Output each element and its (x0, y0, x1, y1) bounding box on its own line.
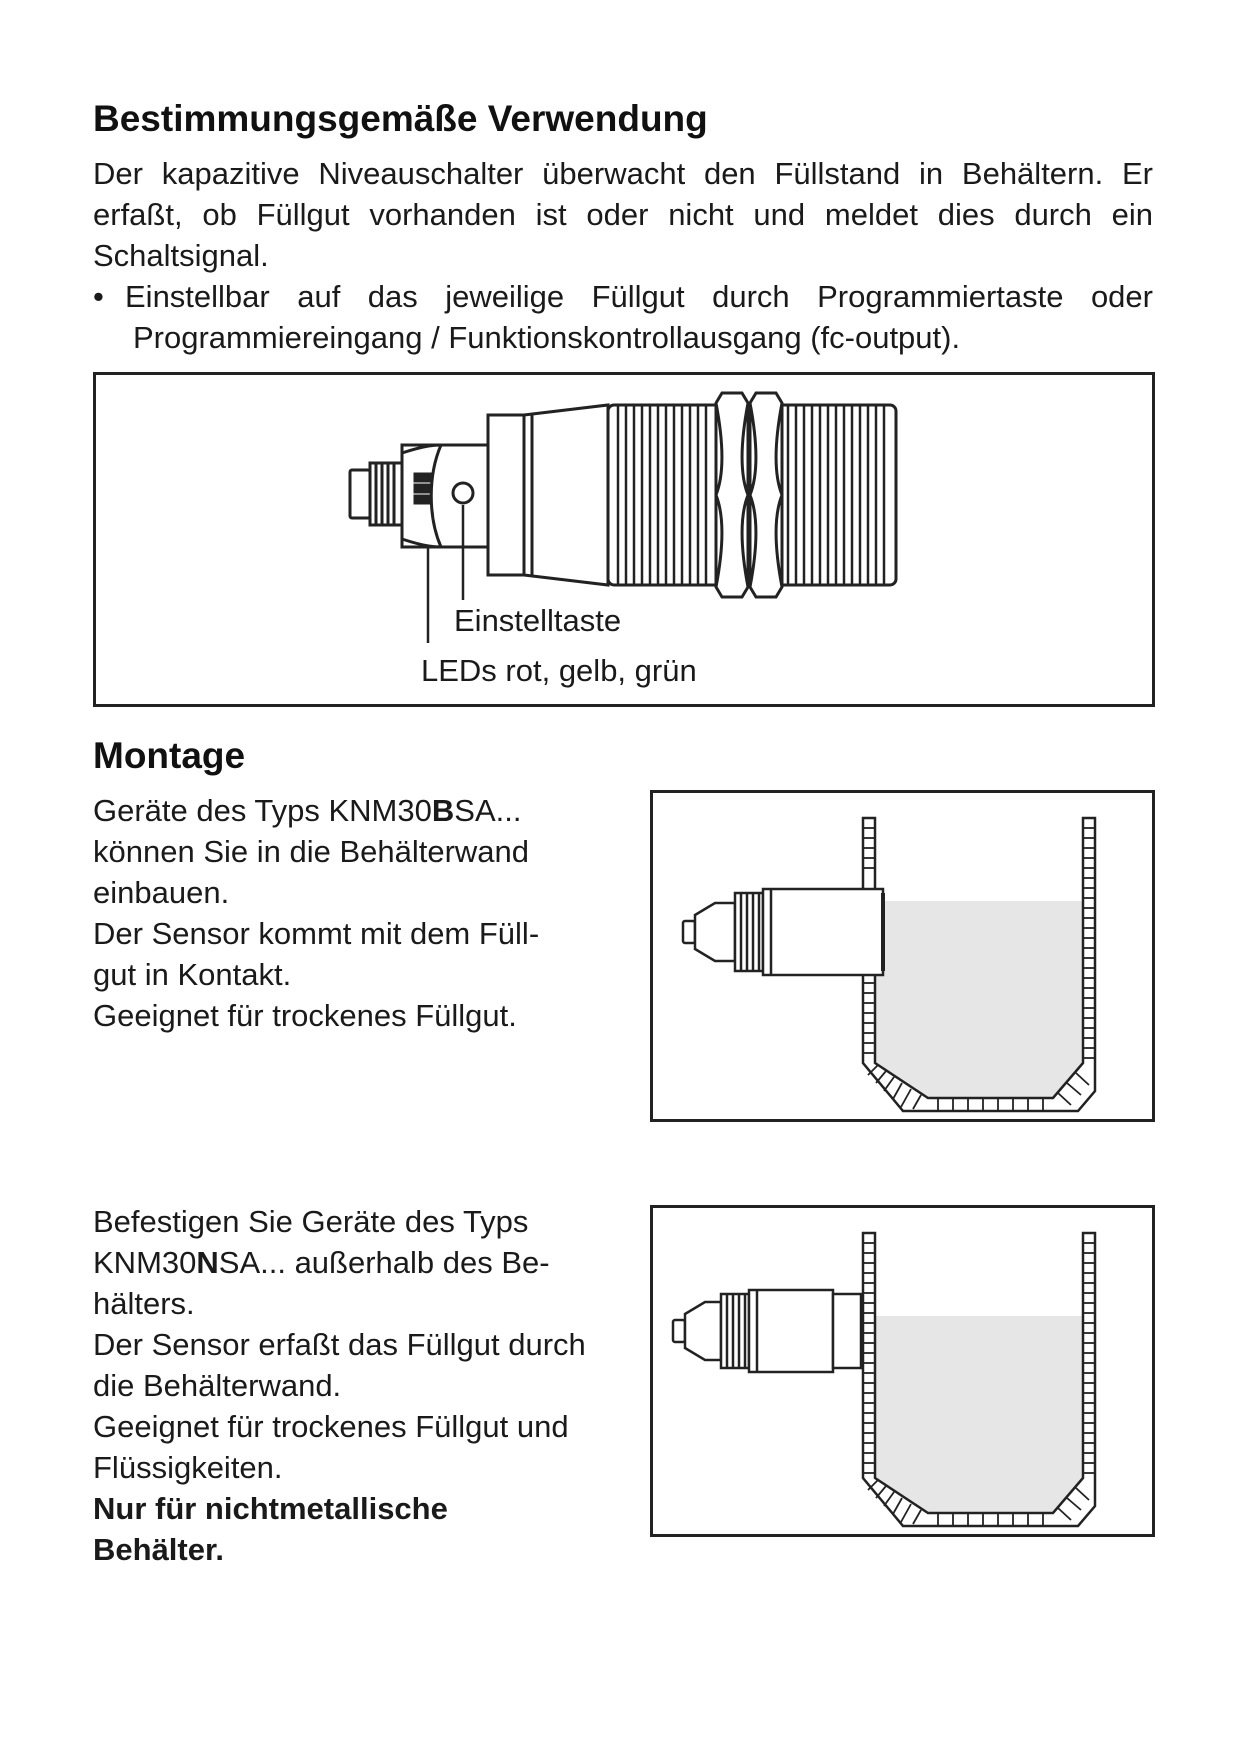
label-leds: LEDs rot, gelb, grün (421, 653, 697, 688)
paragraph-line: Der kapazitive Niveauschalter überwacht den Füllstand in Behältern. Er (93, 156, 1153, 191)
type-letter: N (196, 1245, 219, 1280)
text-line (93, 1242, 623, 1283)
container-drawing-outside (653, 1208, 1152, 1534)
type-suffix: SA... (454, 793, 522, 828)
paragraph-line: Schaltsignal. (93, 238, 269, 273)
type-prefix: KNM30 (93, 1245, 197, 1280)
text-line: gut in Kontakt. (93, 957, 292, 992)
text-line: einbauen. (93, 875, 230, 910)
text-line: Der Sensor kommt mit dem Füll- (93, 916, 540, 951)
text-line: Geeignet für trockenes Füllgut und (93, 1409, 569, 1444)
type-prefix: Geräte des Typs KNM30 (93, 793, 432, 828)
text-line: Der Sensor erfaßt das Füllgut durch (93, 1327, 586, 1362)
text-line: Geeignet für trockenes Füllgut. (93, 998, 517, 1033)
type-letter: B (431, 793, 455, 828)
warning-line: Behälter. (93, 1532, 224, 1567)
label-adjust-button: Einstelltaste (454, 603, 622, 638)
mounting-text-type-b (93, 790, 613, 1036)
text-line: die Behälterwand. (93, 1368, 342, 1403)
mounting-figure-outside (650, 1205, 1155, 1537)
section-title-mounting: Montage (93, 735, 246, 776)
bullet-line: Einstellbar auf das jeweilige Füllgut durch Programmiertaste oder (125, 279, 1153, 314)
type-suffix: SA... außerhalb des Be- (218, 1245, 550, 1280)
paragraph-line: erfaßt, ob Füllgut vorhanden ist oder nicht und meldet dies durch ein (93, 197, 1153, 232)
sensor-figure (93, 372, 1155, 707)
text-line: können Sie in die Behälterwand (93, 834, 530, 869)
container-drawing-in-wall (653, 793, 1152, 1119)
mounting-text-type-n (93, 1201, 623, 1570)
bullet-line: Programmiereingang / Funktionskontrollausgang (fc-output). (133, 320, 961, 355)
bullet-item (93, 276, 1153, 360)
section-title-intended-use: Bestimmungsgemäße Verwendung (93, 98, 708, 139)
warning-line: Nur für nichtmetallische (93, 1491, 448, 1526)
bullet-icon: • (93, 279, 104, 314)
text-line: hälters. (93, 1286, 195, 1321)
bullet-text (125, 276, 1153, 358)
text-line: Flüssigkeiten. (93, 1450, 283, 1485)
text-line: Befestigen Sie Geräte des Typs (93, 1204, 529, 1239)
mounting-figure-in-wall (650, 790, 1155, 1122)
text-line (93, 790, 613, 831)
intended-use-paragraph (93, 153, 1153, 276)
